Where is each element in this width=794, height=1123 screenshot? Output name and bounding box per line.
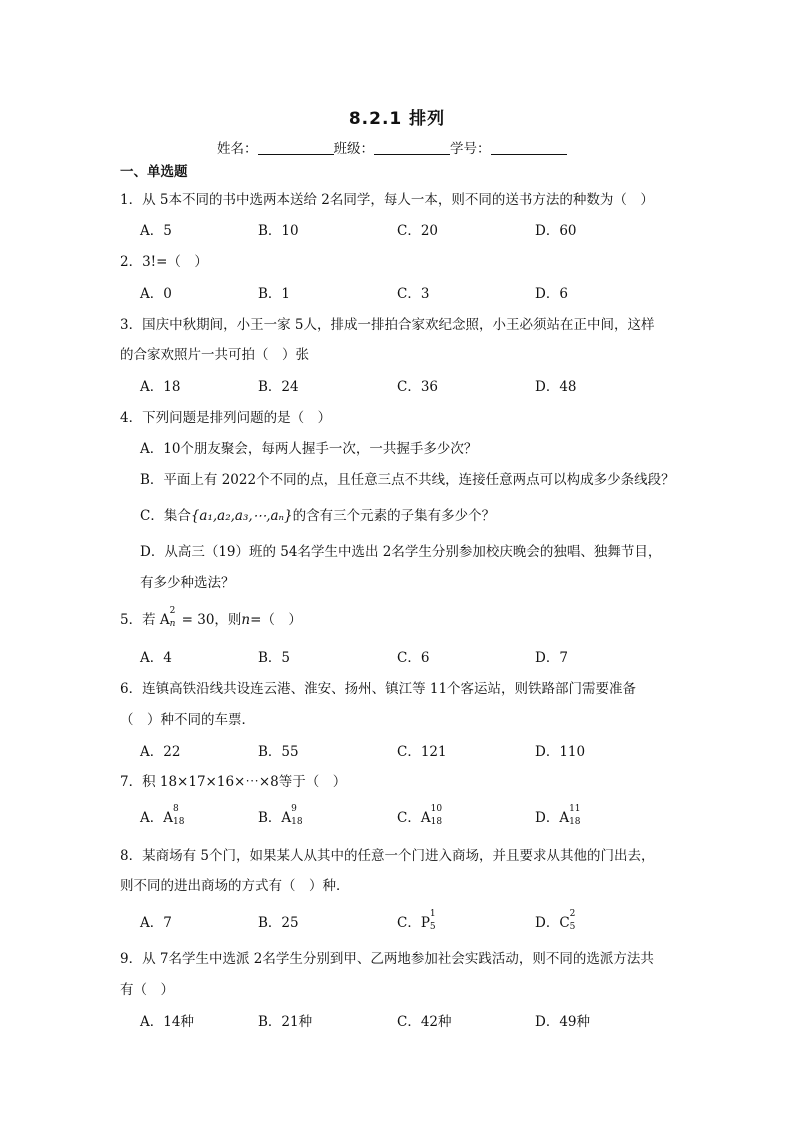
q8-c-up: 1 [429, 909, 436, 919]
q5-perm-indices [169, 606, 182, 629]
page-title: 8.2.1 排列 [348, 109, 446, 129]
question-3-line-1: 3．国庆中秋期间，小王一家 5人，排成一排拍合家欢纪念照，小王必须站在正中间，这样 [120, 317, 655, 333]
q8-option-a: A．7 [140, 915, 172, 931]
q6-option-a: A．22 [140, 744, 181, 760]
q9-option-b: B．21种 [258, 1014, 313, 1030]
q7-c-indices [430, 804, 443, 827]
id-label: 学号： [450, 141, 491, 157]
section-title: 一、单选题 [120, 164, 188, 180]
q7-c-label: C．A [397, 810, 431, 826]
q3-option-c: C．36 [397, 379, 439, 395]
q7-c-up: 10 [430, 804, 443, 814]
q3-option-b: B．24 [258, 379, 299, 395]
q4-option-c-pre: C．集合 [140, 508, 191, 524]
q7-option-b [258, 806, 303, 826]
q4-option-a: A．10个朋友聚会，每两人握手一次，一共握手多少次？ [140, 441, 478, 457]
q8-d-indices [569, 909, 582, 932]
q7-b-indices [291, 804, 303, 827]
q8-c-indices [429, 909, 442, 932]
class-blank[interactable] [374, 142, 450, 155]
q7-b-label: B．A [258, 810, 292, 826]
question-8-line-2: 则不同的进出商场的方式有（ ）种． [120, 878, 350, 894]
q8-c-dn: 5 [429, 922, 436, 932]
q5-option-a: A．4 [140, 650, 172, 666]
q3-option-a: A．18 [140, 379, 181, 395]
q4-option-c [140, 504, 495, 524]
q5-mid: = 30，则 [181, 612, 242, 628]
q5-sup: 2 [169, 606, 176, 616]
question-5 [120, 608, 302, 628]
q2-option-c: C．3 [397, 286, 430, 302]
q7-a-up: 8 [173, 804, 179, 814]
q5-option-c: C．6 [397, 650, 430, 666]
q6-option-c: C．121 [397, 744, 447, 760]
q9-option-c: C．42种 [397, 1014, 452, 1030]
q8-d-up: 2 [569, 909, 576, 919]
question-4: 4．下列问题是排列问题的是（ ） [120, 410, 332, 426]
question-9-line-1: 9．从 7名学生中选派 2名学生分别到甲、乙两地参加社会实践活动，则不同的选派方法共 [120, 951, 654, 967]
question-8-line-1: 8．某商场有 5个门，如果某人从其中的任意一个门进入商场，并且要求从其他的门出去， [120, 848, 655, 864]
q2-option-d: D．6 [535, 286, 568, 302]
question-1: 1．从 5本不同的书中选两本送给 2名同学，每人一本，则不同的送书方法的种数为（ ） [120, 192, 654, 208]
q8-option-d [535, 911, 582, 931]
q5-post: =（ ） [250, 612, 302, 628]
q9-option-d: D．49种 [535, 1014, 591, 1030]
q7-a-indices [173, 804, 185, 827]
q7-d-label: D．A [535, 810, 570, 826]
q7-d-up: 11 [569, 804, 581, 814]
q8-c-label: C．P [397, 915, 430, 931]
q7-d-indices [569, 804, 581, 827]
q4-set-notation: {a₁,a₂,a₃,⋯,aₙ} [190, 508, 293, 524]
q5-option-b: B．5 [258, 650, 291, 666]
q7-option-a [140, 806, 185, 826]
q7-option-c [397, 806, 443, 826]
q8-d-label: D．C [535, 915, 570, 931]
q1-option-c: C．20 [397, 223, 439, 239]
question-3-line-2: 的合家欢照片一共可拍（ ）张 [120, 347, 309, 363]
id-blank[interactable] [491, 142, 567, 155]
q7-c-dn: 18 [430, 817, 443, 827]
q2-option-b: B．1 [258, 286, 291, 302]
q2-option-a: A．0 [140, 286, 172, 302]
q7-a-label: A．A [140, 810, 173, 826]
question-7: 7．积 18×17×16×⋯×8等于（ ） [120, 774, 347, 790]
q4-option-b: B．平面上有 2022个不同的点，且任意三点不共线，连接任意两点可以构成多少条线段？ [140, 472, 675, 488]
q8-option-c [397, 911, 442, 931]
q4-option-d-line-1: D．从高三（19）班的 54名学生中选出 2名学生分别参加校庆晚会的独唱、独舞节目， [140, 544, 662, 560]
q7-d-dn: 18 [569, 817, 581, 827]
q3-option-d: D．48 [535, 379, 577, 395]
q4-option-c-post: 的含有三个元素的子集有多少个？ [292, 508, 496, 524]
q5-var: n [241, 612, 251, 628]
student-info [217, 137, 567, 157]
question-6-line-2: （ ）种不同的车票． [120, 712, 255, 728]
question-6-line-1: 6．连镇高铁沿线共设连云港、淮安、扬州、镇江等 11个客运站，则铁路部门需要准备 [120, 681, 637, 697]
q8-option-b: B．25 [258, 915, 299, 931]
q9-option-a: A．14种 [140, 1014, 194, 1030]
question-2: 2．3!=（ ） [120, 254, 208, 270]
q7-b-up: 9 [291, 804, 297, 814]
q1-option-b: B．10 [258, 223, 299, 239]
q1-option-d: D．60 [535, 223, 577, 239]
q8-d-dn: 5 [569, 922, 576, 932]
class-label: 班级： [333, 141, 374, 157]
name-label: 姓名： [217, 141, 258, 157]
q5-sub: n [169, 619, 176, 629]
question-9-line-2: 有（ ） [120, 982, 174, 998]
q7-option-d [535, 806, 581, 826]
q7-a-dn: 18 [173, 817, 185, 827]
q5-pre: 5．若 A [120, 612, 170, 628]
name-blank[interactable] [258, 142, 334, 155]
q5-option-d: D．7 [535, 650, 568, 666]
q1-option-a: A．5 [140, 223, 172, 239]
q7-b-dn: 18 [291, 817, 303, 827]
q6-option-b: B．55 [258, 744, 299, 760]
q6-option-d: D．110 [535, 744, 586, 760]
q4-option-d-line-2: 有多少种选法？ [140, 575, 235, 591]
